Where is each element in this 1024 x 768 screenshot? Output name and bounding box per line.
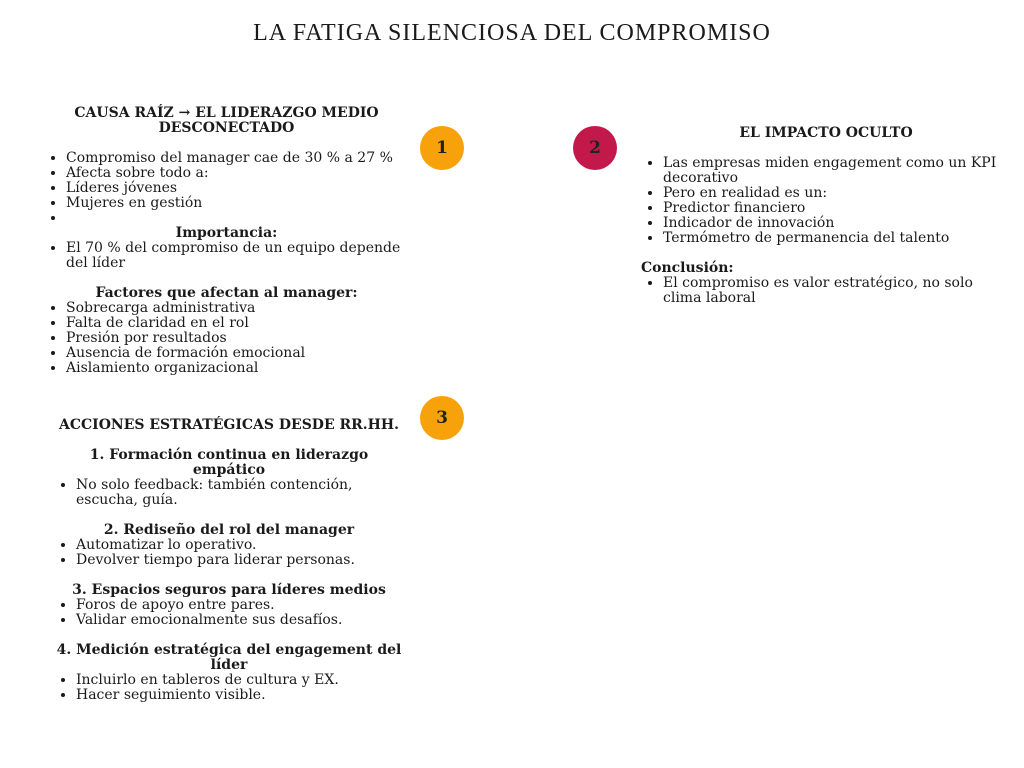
conclusion-list	[641, 276, 1011, 306]
list-item: • Sobrecarga administrativa	[66, 301, 409, 316]
action-list-1	[54, 478, 404, 508]
list-item: • Validar emocionalmente sus desafíos.	[76, 613, 404, 628]
action-heading-3: 3. Espacios seguros para líderes medios	[72, 582, 386, 598]
list-item: • Aislamiento organizacional	[66, 361, 409, 376]
action-heading-2: 2. Rediseño del rol del manager	[103, 522, 355, 538]
list-item: • Hacer seguimiento visible.	[76, 688, 404, 703]
action-list-3	[54, 598, 404, 628]
list-item: • Afecta sobre todo a:	[66, 166, 409, 181]
section-hidden-impact	[641, 126, 1011, 306]
factors-heading: Factores que afectan al manager:	[95, 285, 358, 301]
list-item: • Presión por resultados	[66, 331, 409, 346]
action-list-4	[54, 673, 404, 703]
action-list-2	[54, 538, 404, 568]
list-item: • Ausencia de formación emocional	[66, 346, 409, 361]
list-item: • El 70 % del compromiso de un equipo depende del líder	[66, 241, 409, 271]
list-item: • Predictor financiero	[663, 201, 1011, 216]
list-item: • Pero en realidad es un:	[663, 186, 1011, 201]
section-heading: CAUSA RAÍZ → EL LIDERAZGO MEDIO DESCONECTADO	[74, 105, 379, 136]
step-badge-1: 1	[420, 126, 464, 170]
list-item: • Mujeres en gestión	[66, 196, 409, 211]
list-item: • Las empresas miden engagement como un KPI decorativo	[663, 156, 1011, 186]
step-badge-3: 3	[420, 396, 464, 440]
section-root-cause	[44, 106, 409, 376]
root-cause-list	[44, 151, 409, 226]
list-item: • No solo feedback: también contención, escucha, guía.	[76, 478, 404, 508]
step-badge-2: 2	[573, 126, 617, 170]
section-hr-actions	[54, 418, 404, 703]
action-heading-1: 1. Formación continua en liderazgo empático	[89, 447, 369, 478]
section-heading: ACCIONES ESTRATÉGICAS DESDE RR.HH.	[59, 417, 399, 433]
factors-list	[44, 301, 409, 376]
list-item	[66, 211, 409, 226]
list-item: • Indicador de innovación	[663, 216, 1011, 231]
list-item: • Devolver tiempo para liderar personas.	[76, 553, 404, 568]
list-item: • Automatizar lo operativo.	[76, 538, 404, 553]
importance-heading: Importancia:	[175, 225, 278, 241]
section-heading: EL IMPACTO OCULTO	[739, 125, 913, 141]
page-title: LA FATIGA SILENCIOSA DEL COMPROMISO	[253, 20, 771, 46]
list-item: • Compromiso del manager cae de 30 % a 27 %	[66, 151, 409, 166]
action-heading-4: 4. Medición estratégica del engagement del líder	[56, 642, 402, 673]
list-item: • El compromiso es valor estratégico, no solo clima laboral	[663, 276, 1011, 306]
list-item: • Líderes jóvenes	[66, 181, 409, 196]
impact-list	[641, 156, 1011, 246]
list-item: • Foros de apoyo entre pares.	[76, 598, 404, 613]
list-item: • Incluirlo en tableros de cultura y EX.	[76, 673, 404, 688]
importance-list	[44, 241, 409, 271]
list-item: • Termómetro de permanencia del talento	[663, 231, 1011, 246]
list-item: • Falta de claridad en el rol	[66, 316, 409, 331]
conclusion-heading: Conclusión:	[641, 260, 734, 276]
